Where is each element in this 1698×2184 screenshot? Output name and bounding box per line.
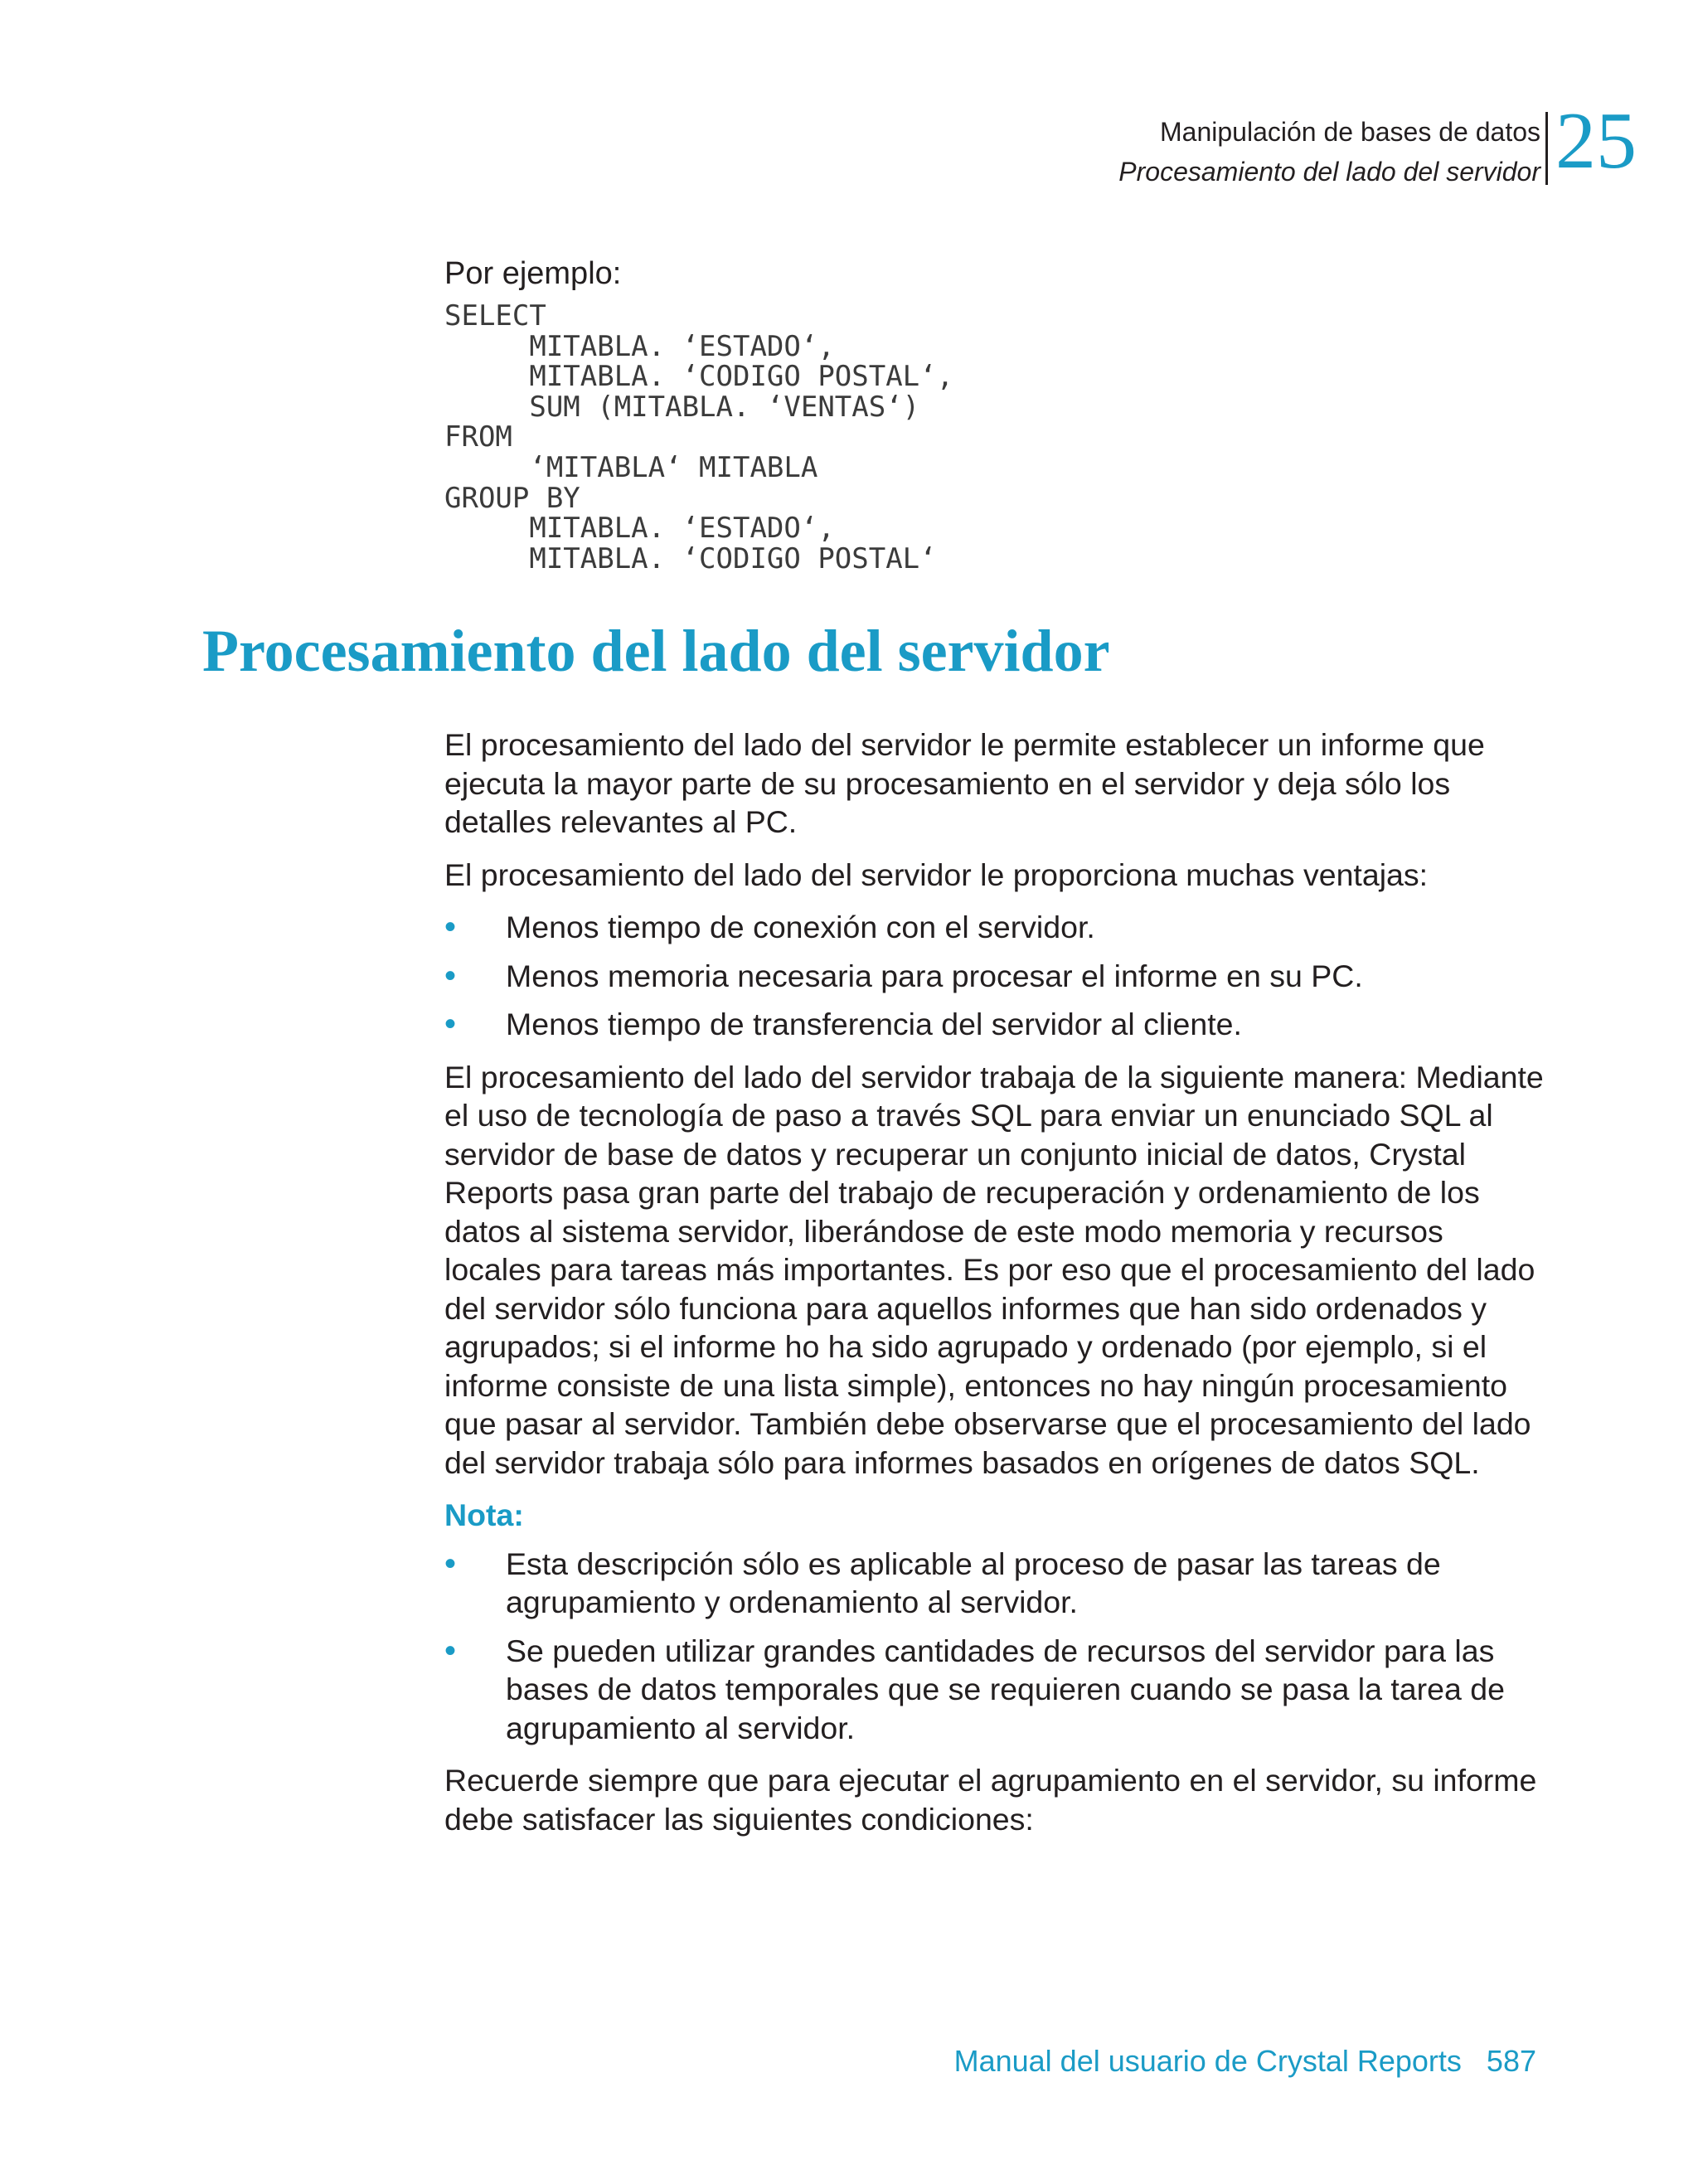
paragraph: El procesamiento del lado del servidor trabaja de la siguiente manera: Mediante el uso de tecnología de paso a través SQL para enviar un enunciado SQL al servidor de base de datos y recuperar un conjunto inicial de datos, Crystal Reports pasa gran parte del trabajo de recuperación y ordenamiento de los datos al sistema servidor, liberándose de este modo memoria y recursos locales para tareas más importantes. Es por eso que el procesamiento del lado del servidor sólo funciona para aquellos informes que han sido ordenados y agrupados; si el informe ho ha sido agrupado y ordenado (por ejemplo, si el informe consiste de una lista simple), entonces no hay ningún procesamiento que pasar al servidor. También debe observarse que el procesamiento del lado del servidor trabaja sólo para informes basados en orígenes de datos SQL. bbox=[444, 1059, 1544, 1480]
code-line: FROM bbox=[444, 420, 512, 454]
body-content bbox=[444, 726, 1547, 1852]
section-heading: Procesamiento del lado del servidor bbox=[202, 618, 1110, 684]
list-item bbox=[444, 1632, 1547, 1748]
footer-manual-title: Manual del usuario de Crystal Reports bbox=[953, 2044, 1462, 2078]
paragraph: El procesamiento del lado del servidor le permite establecer un informe que ejecuta la mayor parte de su procesamiento en el servidor y deja sólo los detalles relevantes al PC. bbox=[444, 727, 1485, 839]
page-footer bbox=[954, 2041, 1536, 2081]
bullet-icon: • bbox=[444, 1545, 457, 1582]
running-header bbox=[1118, 112, 1540, 192]
bullet-icon: • bbox=[444, 1632, 457, 1669]
code-line: ‘MITABLA‘ MITABLA bbox=[444, 450, 818, 484]
code-line: MITABLA. ‘ESTADO‘, bbox=[444, 329, 835, 363]
paragraph: El procesamiento del lado del servidor le proporciona muchas ventajas: bbox=[444, 857, 1429, 892]
page-number: 587 bbox=[1486, 2044, 1536, 2078]
code-line: SUM (MITABLA. ‘VENTAS‘) bbox=[444, 390, 920, 424]
code-line: MITABLA. ‘CODIGO POSTAL‘ bbox=[444, 541, 937, 575]
list-item bbox=[444, 908, 1547, 947]
header-chapter-title: Manipulación de bases de datos bbox=[1160, 117, 1540, 147]
bullet-icon: • bbox=[444, 957, 457, 994]
list-item bbox=[444, 957, 1547, 996]
advantages-list bbox=[444, 908, 1547, 1044]
notes-list bbox=[444, 1545, 1547, 1748]
list-item-text: Se pueden utilizar grandes cantidades de recursos del servidor para las bases de datos temporales que se requieren cuando se pasa la tarea de agrupamiento al servidor. bbox=[506, 1633, 1505, 1745]
code-line: SELECT bbox=[444, 299, 546, 332]
header-divider bbox=[1545, 112, 1548, 185]
code-line: MITABLA. ‘ESTADO‘, bbox=[444, 512, 835, 546]
chapter-number: 25 bbox=[1555, 96, 1637, 186]
bullet-icon: • bbox=[444, 909, 457, 945]
bullet-icon: • bbox=[444, 1006, 457, 1042]
sql-code-block bbox=[444, 301, 953, 574]
example-label: Por ejemplo: bbox=[444, 256, 622, 291]
list-item-text: Menos memoria necesaria para procesar el informe en su PC. bbox=[506, 958, 1363, 993]
list-item-text: Menos tiempo de transferencia del servidor al cliente. bbox=[506, 1007, 1242, 1041]
header-section-title: Procesamiento del lado del servidor bbox=[1118, 157, 1540, 187]
code-line: GROUP BY bbox=[444, 481, 580, 515]
list-item-text: Esta descripción sólo es aplicable al proceso de pasar las tareas de agrupamiento y ordenamiento al servidor. bbox=[506, 1546, 1441, 1619]
code-line: MITABLA. ‘CODIGO POSTAL‘, bbox=[444, 360, 954, 394]
paragraph: Recuerde siempre que para ejecutar el agrupamiento en el servidor, su informe debe satisfacer las siguientes condiciones: bbox=[444, 1763, 1537, 1837]
list-item bbox=[444, 1005, 1547, 1044]
note-label: Nota: bbox=[444, 1497, 524, 1532]
list-item-text: Menos tiempo de conexión con el servidor. bbox=[506, 910, 1095, 944]
list-item bbox=[444, 1545, 1547, 1622]
